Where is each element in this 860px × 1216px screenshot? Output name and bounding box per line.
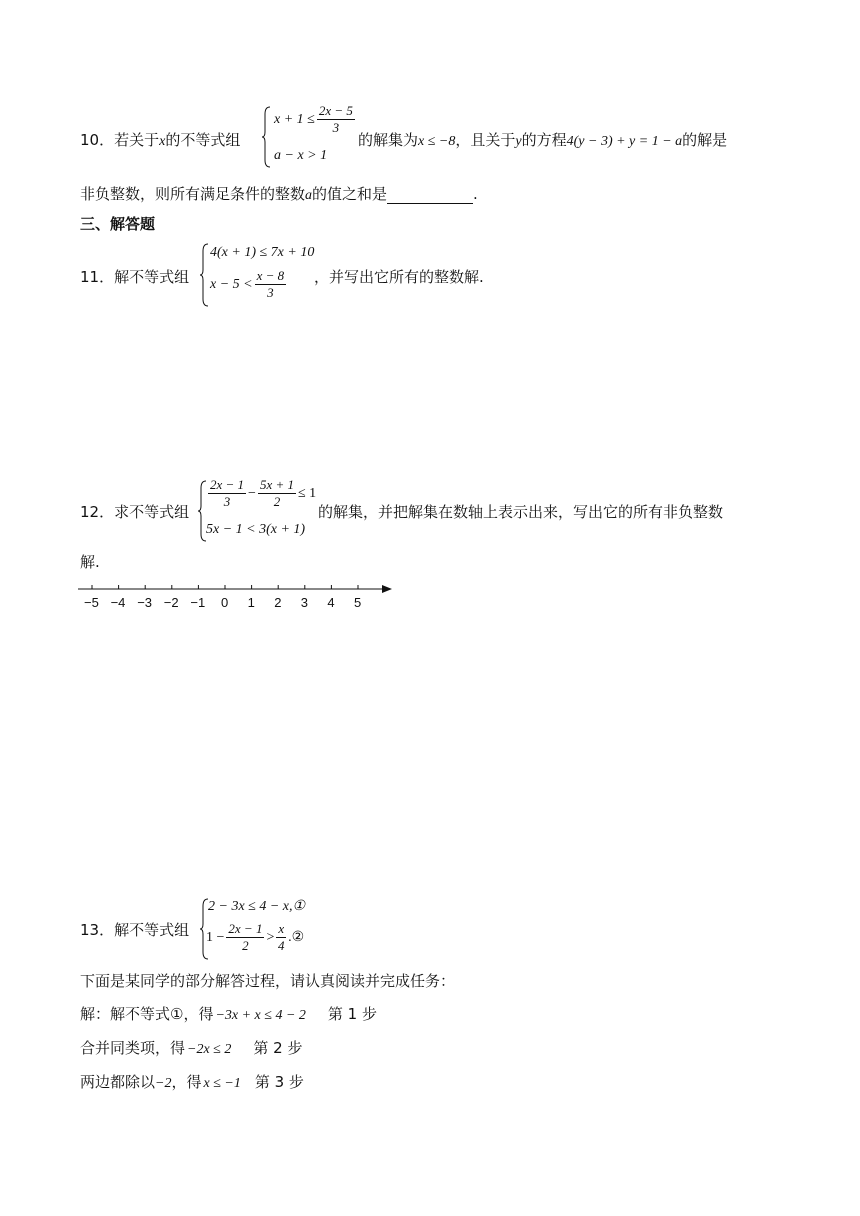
q10-frac-num: 2x − 5 <box>318 103 353 118</box>
q12-system <box>198 478 322 542</box>
q13-intro: 下面是某同学的部分解答过程，请认真阅读并完成任务： <box>80 972 456 990</box>
q13-s1-step: 第 1 步 <box>327 1005 377 1023</box>
q10-number: 10． <box>80 131 115 149</box>
q13-frac1-num: 2x − 1 <box>228 921 263 936</box>
q10-t6: 的解是 <box>682 131 728 149</box>
q10-line-2 <box>80 183 478 204</box>
q12-t1: 求不等式组 <box>114 503 190 521</box>
q13-s1-math: −3x + x ≤ 4 − 2 <box>215 1008 306 1023</box>
q10-sys-line2: a − x > 1 <box>274 148 328 163</box>
q11-sys-line2 <box>210 269 288 300</box>
q12-frac2-den: 2 <box>273 494 281 509</box>
q10-l2end: . <box>473 185 478 203</box>
q12-sys-line2: 5x − 1 < 3(x + 1) <box>206 522 306 537</box>
tick-label: 3 <box>300 595 309 610</box>
q10-l2a: 非负整数，则所有满足条件的整数 <box>80 185 306 203</box>
q10-t2: 的不等式组 <box>165 131 241 149</box>
q13-step-1 <box>80 1003 377 1024</box>
q13-system <box>200 896 330 960</box>
q10-t5: 的方程 <box>521 131 567 149</box>
q11-sys-line1: 4(x + 1) ≤ 7x + 10 <box>210 245 315 260</box>
q10-solution: x ≤ −8 <box>418 134 456 149</box>
q13-s3c: ，得 <box>171 1073 202 1091</box>
q12-fraction-1 <box>208 478 246 509</box>
tick-label: −5 <box>84 595 99 610</box>
number-line <box>74 580 404 614</box>
brace-icon <box>200 243 210 307</box>
q13-one-minus: 1 − <box>206 929 225 945</box>
q13-s2-step: 第 2 步 <box>253 1039 303 1057</box>
q10-var-y: y <box>515 134 522 149</box>
q13-sys-line1: 2 − 3x ≤ 4 − x,① <box>208 899 306 914</box>
q13-frac2-den: 4 <box>278 938 285 953</box>
answer-blank <box>387 189 473 204</box>
q12-frac1-den: 3 <box>223 494 231 509</box>
q10-text-2 <box>358 129 727 150</box>
q13-s3-m1: −2 <box>155 1076 172 1091</box>
q13-fraction-2 <box>276 922 286 953</box>
q11-system <box>200 241 330 309</box>
q11-fraction <box>255 269 287 300</box>
q12-number: 12． <box>80 503 115 521</box>
tick-label: 4 <box>327 595 335 610</box>
q10-equation: 4(y − 3) + y = 1 − a <box>566 134 683 149</box>
q11-l2a: x − 5 < <box>210 276 253 292</box>
q11-number: 11． <box>80 268 115 286</box>
q10-var-a: a <box>305 188 313 203</box>
q12-frac1-num: 2x − 1 <box>210 477 245 492</box>
q11-text-1 <box>80 266 189 287</box>
q10-l1a: x + 1 ≤ <box>274 111 315 127</box>
q13-s3-step: 第 3 步 <box>254 1073 304 1091</box>
section-heading: 三、解答题 <box>80 215 156 233</box>
q12-le: ≤ 1 <box>298 485 317 501</box>
tick-label: 2 <box>274 595 282 610</box>
q13-fraction-1 <box>226 922 264 953</box>
q13-s1a: 解：解不等式①，得 <box>80 1005 214 1023</box>
q13-s3-math: x ≤ −1 <box>203 1076 241 1091</box>
q13-gt: > <box>266 929 275 945</box>
q10-frac-den: 3 <box>332 120 340 135</box>
number-line-axis <box>74 582 404 594</box>
q12-line-2: 解. <box>80 553 100 571</box>
brace-icon <box>262 106 272 168</box>
q12-text-2: 的解集，并把解集在数轴上表示出来，写出它的所有非负整数 <box>318 503 724 521</box>
q11-frac-den: 3 <box>267 285 274 300</box>
tick-label: 5 <box>354 595 362 610</box>
q10-l2b: 的值之和是 <box>312 185 388 203</box>
q10-text-1 <box>80 129 240 150</box>
q12-sys-line1 <box>206 478 316 509</box>
arrow-right-icon <box>382 585 392 593</box>
q13-frac1-den: 2 <box>242 938 249 953</box>
tick-label: −1 <box>190 595 206 610</box>
tick-label: 0 <box>221 595 229 610</box>
q13-frac2-num: x <box>278 921 285 936</box>
q13-s2-math: −2x ≤ 2 <box>187 1042 232 1057</box>
q13-s2a: 合并同类项，得 <box>80 1039 186 1057</box>
q12-fraction-2 <box>258 478 296 509</box>
q10-system <box>262 104 362 168</box>
q10-var-x: x <box>159 134 166 149</box>
q13-l2-end: .② <box>288 930 305 945</box>
q13-text-1 <box>80 919 189 940</box>
q10-fraction <box>317 104 355 135</box>
q10-sys-line1 <box>274 104 357 135</box>
q13-sys-line2 <box>206 922 304 953</box>
q10-t4: ，且关于 <box>455 131 516 149</box>
q11-t1: 解不等式组 <box>114 268 190 286</box>
q11-frac-num: x − 8 <box>256 268 285 283</box>
q13-t1: 解不等式组 <box>114 921 190 939</box>
q10-t1: 若关于 <box>114 131 160 149</box>
q12-text-1 <box>80 501 189 522</box>
q12-minus: − <box>248 485 256 501</box>
q10-t3: 的解集为 <box>358 131 419 149</box>
q13-step-3 <box>80 1071 304 1092</box>
q11-text-2: ，并写出它所有的整数解. <box>314 268 484 286</box>
tick-label: 1 <box>247 595 255 610</box>
q13-step-2 <box>80 1037 302 1058</box>
tick-label: −4 <box>110 595 126 610</box>
q13-s3a: 两边都除以 <box>80 1073 156 1091</box>
tick-label: −3 <box>137 595 153 610</box>
tick-label: −2 <box>163 595 179 610</box>
q13-number: 13． <box>80 921 115 939</box>
q12-frac2-num: 5x + 1 <box>259 477 294 492</box>
